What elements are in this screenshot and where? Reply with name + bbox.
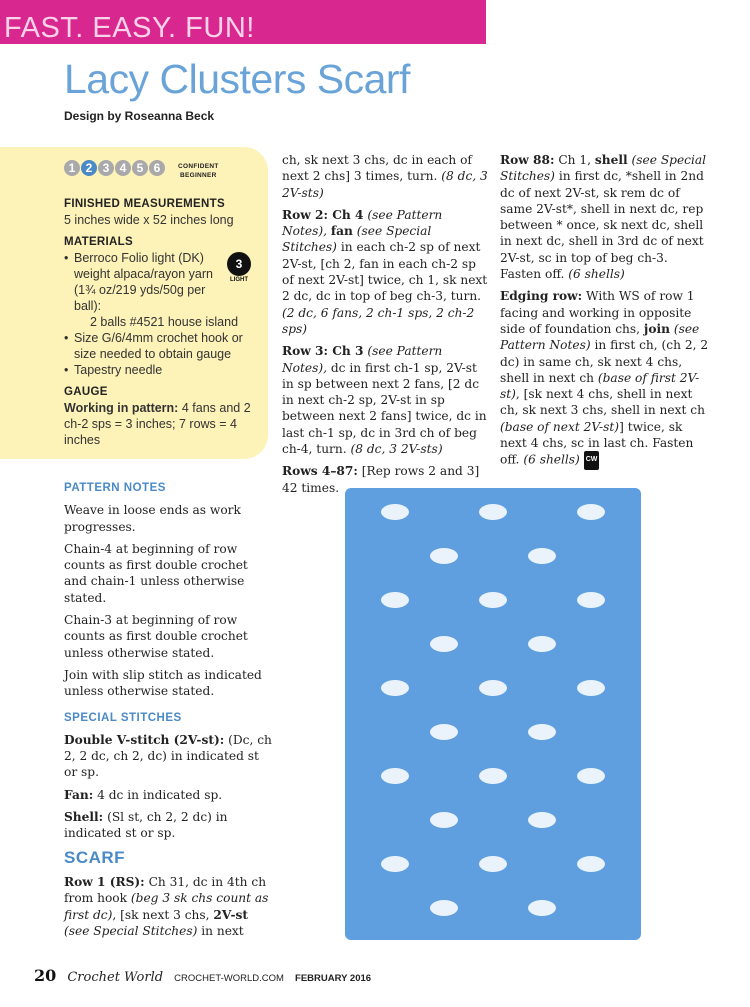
special-stitches-heading: SPECIAL STITCHES (64, 711, 182, 724)
row88-label: Row 88: (500, 153, 555, 167)
stitch-shell (64, 809, 272, 842)
yarn-weight-symbol (226, 252, 252, 286)
row88-text: in first dc, *shell in 2nd dc of next 2V-st, sk rem dc of same 2V-st*, shell in next dc, rep between * once, sk next dc, shell in next dc, shell in 3rd dc of next 2V-st, sc in top of beg ch-3. Fasten off. (500, 169, 704, 282)
scarf-background (345, 488, 641, 940)
row3-note: (see Pattern Notes), (282, 344, 443, 375)
edging-note-g: (base of next 2V-st) (500, 419, 620, 434)
row2-instruction (282, 207, 490, 337)
magazine-name: Crochet World (67, 970, 164, 985)
lace-hole (528, 812, 556, 828)
lace-hole (430, 724, 458, 740)
lace-hole (381, 856, 409, 872)
row88-note: (see Special Stitches) (500, 153, 707, 184)
edging-count: (6 shells) (523, 453, 580, 467)
row3-label: Row 3: Ch 3 (282, 344, 364, 359)
stitch-fan-name: Fan: (64, 787, 94, 802)
note-1: Weave in loose ends as work progresses. (64, 503, 241, 534)
stitch-shell-text: (Sl st, ch 2, 2 dc) in indicated st or sp. (64, 810, 228, 841)
row2-note: (see Pattern Notes), (282, 207, 443, 239)
row88-ch: Ch 1, (558, 153, 592, 167)
row1-text-f: in next (201, 923, 244, 938)
row1-2vst: 2V-st (213, 907, 249, 922)
stitch-2v-name: Double V-stitch (2V-st): (64, 732, 225, 747)
row1-text-a: Ch 31, dc in 4th ch from hook (64, 874, 267, 906)
row1-note-e: (see Special Stitches) (64, 923, 198, 938)
lace-hole (577, 768, 605, 784)
end-mark-icon: CW (584, 451, 600, 469)
skill-label-line1: CONFIDENT (178, 163, 219, 170)
gauge-value: 4 fans and 2 ch-2 sps = 3 inches; 7 rows = 4 inches (64, 401, 251, 447)
skill-level-4: 4 (115, 160, 131, 176)
row1-instruction (64, 874, 272, 939)
designer-byline: Design by Roseanna Beck (64, 109, 215, 123)
skill-level-5: 5 (132, 160, 148, 176)
lace-hole (381, 768, 409, 784)
note-4: Join with slip stitch as indicated unless otherwise stated. (64, 667, 262, 699)
stitch-2v (64, 732, 272, 781)
measurements-text: 5 inches wide x 52 inches long (64, 213, 234, 227)
lace-hole (528, 900, 556, 916)
yarn-weight-icon: 3 (227, 252, 251, 276)
material-yarn (74, 250, 224, 314)
gauge-heading: GAUGE (64, 386, 108, 398)
skill-label (178, 162, 219, 180)
lace-hole (381, 680, 409, 696)
edging-text-f: , [sk next 4 chs, shell in next ch, sk next 3 chs, shell in next ch (500, 387, 705, 418)
material-needle: • Tapestry needle (74, 362, 264, 378)
stitch-fan-text: 4 dc in indicated sp. (97, 787, 223, 802)
row2-fan: fan (330, 224, 353, 239)
lace-hole (577, 856, 605, 872)
skill-level-6: 6 (149, 160, 165, 176)
page-footer (34, 966, 371, 985)
yarn-weight-label: LIGHT (230, 277, 248, 283)
note-3: Chain-3 at beginning of row counts as first double crochet unless otherwise stated. (64, 613, 248, 660)
measurements-heading: FINISHED MEASUREMENTS (64, 198, 225, 210)
materials-list-2 (64, 330, 264, 378)
lace-hole (577, 504, 605, 520)
lace-hole (381, 504, 409, 520)
stitch-shell-name: Shell: (64, 810, 104, 825)
row2-text: in each ch-2 sp of next 2V-st, [ch 2, fan in each ch-2 sp of next 2V-st] twice, ch 1, sk next 2 dc, dc in top of beg ch-3, turn. (282, 240, 488, 304)
skill-level-3: 3 (98, 160, 114, 176)
lace-hole (430, 900, 458, 916)
lace-hole (430, 636, 458, 652)
material-yarn-text: Berroco Folio light (DK) weight alpaca/rayon yarn (1¾ oz/219 yds/50g per ball): (74, 251, 213, 313)
skill-level-2: 2 (81, 160, 97, 176)
row2-label: Row 2: Ch 4 (282, 207, 364, 222)
lace-hole (479, 592, 507, 608)
lace-hole (577, 680, 605, 696)
material-hook: • Size G/6/4mm crochet hook or size needed to obtain gauge (74, 330, 264, 362)
edging-label: Edging row: (500, 289, 583, 304)
note-2: Chain-4 at beginning of row counts as first double crochet and chain-1 unless otherwise stated. (64, 541, 248, 605)
lace-hole (479, 680, 507, 696)
skill-level-badges (64, 160, 165, 176)
instructions-column-3 (500, 152, 712, 476)
edging-instruction (500, 288, 712, 469)
scarf-heading: SCARF (64, 847, 126, 867)
row3-instruction (282, 343, 490, 457)
lace-hole (430, 548, 458, 564)
header-banner (0, 0, 486, 44)
lace-hole (479, 856, 507, 872)
edging-text-a: With WS of row 1 facing and working in opposite side of foundation chs, (500, 289, 695, 336)
gauge-label: Working in pattern: (64, 401, 179, 415)
materials-heading: MATERIALS (64, 236, 133, 248)
lace-hole (381, 592, 409, 608)
edging-text-d: in first ch, (ch 2, 2 dc) in same ch, sk next 4 chs, shell in next ch (500, 338, 709, 385)
edging-note-e: (base of first 2V-st) (500, 370, 700, 402)
page-title: Lacy Clusters Scarf (64, 56, 410, 102)
row1-label: Row 1 (RS): (64, 874, 145, 889)
lace-hole (528, 724, 556, 740)
rows-repeat-label: Rows 4–87: (282, 464, 358, 479)
row1-continued (282, 152, 490, 201)
stitch-fan (64, 787, 272, 803)
stitch-2v-text: (Dc, ch 2, 2 dc, ch 2, dc) in indicated st or sp. (64, 732, 272, 780)
issue-date: FEBRUARY 2016 (295, 973, 372, 984)
row88-shell: shell (594, 153, 628, 167)
row1-count: (8 dc, 3 2V-sts) (282, 169, 488, 200)
instructions-column-2 (282, 152, 490, 502)
row3-text: dc in first ch-1 sp, 2V-st in sp between next 2 fans, [2 dc in next ch-2 sp, 2V-st in sp between next 2 fans] twice, dc in last ch-1 sp, dc in 3rd ch of beg ch-4, turn. (282, 360, 487, 457)
lace-hole (528, 636, 556, 652)
materials-info (64, 196, 264, 448)
gauge-text (64, 400, 264, 448)
edging-note: (see Pattern Notes) (500, 321, 700, 353)
page-number: 20 (34, 966, 57, 985)
lace-hole (430, 812, 458, 828)
lace-hole (479, 768, 507, 784)
skill-label-line2: BEGINNER (179, 172, 217, 179)
rows-repeat-text: [Rep rows 2 and 3] 42 times. (282, 464, 480, 495)
edging-join: join (643, 321, 670, 336)
lace-hole (479, 504, 507, 520)
yarn-amount: 2 balls #4521 house island (90, 315, 239, 329)
magazine-site: CROCHET-WORLD.COM (174, 973, 284, 984)
row2-count: (2 dc, 6 fans, 2 ch-1 sps, 2 ch-2 sps) (282, 305, 475, 336)
pattern-notes-heading: PATTERN NOTES (64, 482, 166, 494)
materials-list (64, 250, 224, 314)
row1-note: (beg 3 sk chs count as first dc) (64, 891, 269, 922)
row3-count: (8 dc, 3 2V-sts) (350, 442, 443, 457)
lace-hole (528, 548, 556, 564)
notes-column (64, 480, 272, 945)
edging-text-h: ] twice, sk next 4 chs, sc in last ch. Fasten off. (500, 419, 694, 467)
row2-fan-note: (see Special Stitches) (282, 224, 432, 255)
row88-instruction (500, 152, 712, 282)
banner-text: FAST. EASY. FUN! (4, 12, 255, 44)
row1-text-c: , [sk next 3 chs, (112, 907, 210, 922)
skill-level-1: 1 (64, 160, 80, 176)
scarf-photo (345, 488, 641, 940)
row1-cont-text: ch, sk next 3 chs, dc in each of next 2 chs] 3 times, turn. (282, 153, 472, 184)
lace-hole (577, 592, 605, 608)
row88-count: (6 shells) (568, 267, 625, 282)
